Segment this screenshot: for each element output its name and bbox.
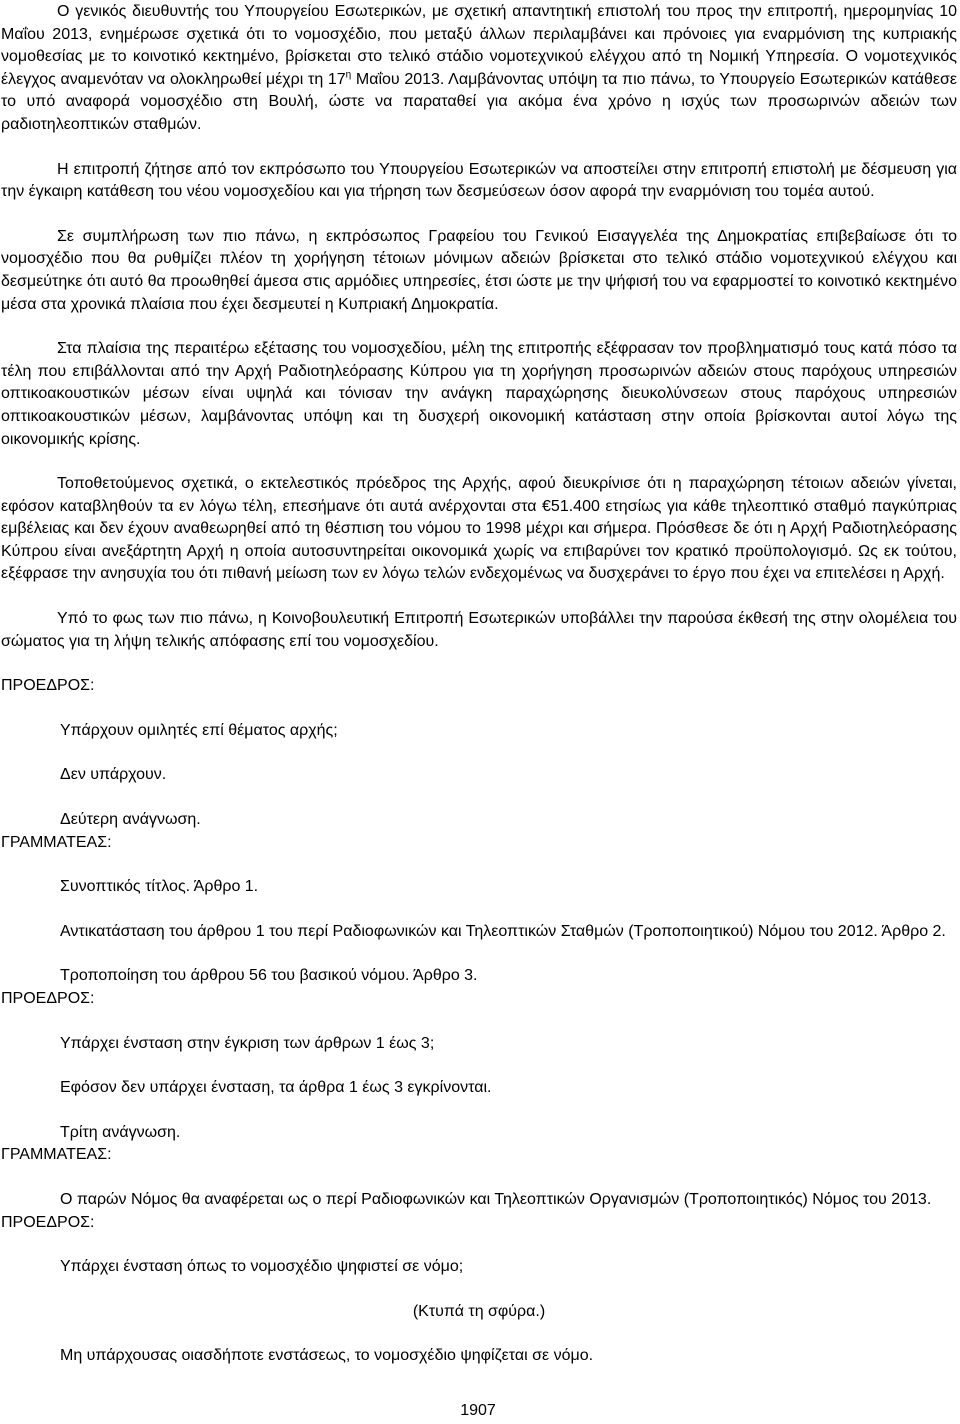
speaker-president: ΠΡΟΕΔΡΟΣ: [1, 677, 95, 695]
ordinal-superscript: η [345, 69, 352, 81]
paragraph-director-letter [1, 1, 957, 137]
speaker-president: ΠΡΟΕΔΡΟΣ: [1, 990, 95, 1007]
proceeding-line: Εφόσον δεν υπάρχει ένσταση, τα άρθρα 1 έως 3 εγκρίνονται. [60, 1079, 492, 1097]
proceeding-line: Υπάρχει ένσταση όπως το νομοσχέδιο ψηφιστεί σε νόμο; [60, 1258, 464, 1276]
paragraph-fees-concern: Στα πλαίσια της περαιτέρω εξέτασης του νομοσχεδίου, μέλη της επιτροπής εξέφρασαν τον προβληματισμό τους κατά πόσο τα τέλη που επιβάλλονται από την Αρχή Ραδιοτηλεόρασης Κύπρου για τη χορήγηση προσωρινών αδειών στους παρόχους υπηρεσιών οπτικοακουστικών μέσων είναι υψηλά και τόνισαν την ανάγκη παραχώρησης διευκολύνσεων στους παρόχους υπηρεσιών οπτικοακουστικών μέσων, λαμβάνοντας υπόψη και τη δυσχερή οικονομική κατάσταση στην οποία βρίσκονται αυτοί λόγω της οικονομικής κρίσης. [1, 340, 957, 448]
page-number: 1907 [460, 1402, 496, 1419]
proceeding-line: Μη υπάρχουσας οιασδήποτε ενστάσεως, το νομοσχέδιο ψηφίζεται σε νόμο. [60, 1347, 594, 1365]
proceeding-line: Δεν υπάρχουν. [60, 766, 167, 784]
proceeding-line: Συνοπτικός τίτλος. Άρθρο 1. [60, 878, 259, 896]
proceeding-line: Υπάρχει ένσταση στην έγκριση των άρθρων 1 έως 3; [60, 1034, 435, 1052]
speaker-secretary: ΓΡΑΜΜΑΤΕΑΣ: [1, 1146, 112, 1164]
proceeding-line: Υπάρχουν ομιλητές επί θέματος αρχής; [60, 721, 338, 739]
speaker-president: ΠΡΟΕΔΡΟΣ: [1, 1213, 95, 1231]
proceeding-line: Αντικατάσταση του άρθρου 1 του περί Ραδιοφωνικών και Τηλεοπτικών Σταθμών (Τροποποιητικού) Νόμου του 2012. Άρθρο 2. [60, 922, 946, 940]
proceeding-line: Τρίτη ανάγνωση. [60, 1123, 181, 1141]
paragraph-text: Μαΐου 2013. Λαμβάνοντας υπόψη τα πιο πάνω, το Υπουργείο Εσωτερικών κατάθεσε το υπό αναφορά νομοσχέδιο στη Βουλή, ώστε να παραταθεί για ακόμα ένα χρόνο η ισχύς των προσωρινών αδειών των ραδιοτηλεοπτικών σταθμών. [1, 70, 957, 133]
proceeding-line: Ο παρών Νόμος θα αναφέρεται ως ο περί Ραδιοφωνικών και Τηλεοπτικών Οργανισμών (Τροποποιητικός) Νόμος του 2013. [60, 1190, 932, 1208]
paragraph-committee-request: Η επιτροπή ζήτησε από τον εκπρόσωπο του Υπουργείου Εσωτερικών να αποστείλει στην επιτροπή επιστολή με δέσμευση για την έγκαιρη κατάθεση του νέου νομοσχεδίου και για τήρηση των δεσμεύσεων όσον αφορά την εναρμόνιση του τομέα αυτού. [1, 160, 957, 201]
paragraph-attorney-general: Σε συμπλήρωση των πιο πάνω, η εκπρόσωπος Γραφείου του Γενικού Εισαγγελέα της Δημοκρατίας επιβεβαίωσε ότι το νομοσχέδιο που θα ρυθμίζει πλέον τη χορήγηση τέτοιων μόνιμων αδειών βρίσκεται στο τελικό στάδιο νομοτεχνικού ελέγχου και δεσμεύτηκε ότι αυτό θα προωθηθεί άμεσα στις αρμόδιες υπηρεσίες, έτσι ώστε με την ψήφισή του να εφαρμοστεί το κοινοτικό κεκτημένο μέσα στα χρονικά πλαίσια που έχει δεσμευτεί η Κυπριακή Δημοκρατία. [1, 227, 957, 313]
document-page [1, 1, 957, 1368]
proceeding-line: Τροποποίηση του άρθρου 56 του βασικού νόμου. Άρθρο 3. [60, 967, 478, 985]
paragraph-committee-report: Υπό το φως των πιο πάνω, η Κοινοβουλευτική Επιτροπή Εσωτερικών υποβάλλει την παρούσα έκθεσή της στην ολομέλεια του σώματος για τη λήψη τελικής απόφασης επί του νομοσχεδίου. [1, 610, 957, 650]
stage-direction: (Κτυπά τη σφύρα.) [412, 1302, 546, 1320]
paragraph-text: Ο γενικός διευθυντής του Υπουργείου Εσωτερικών, με σχετική απαντητική επιστολή του προς την επιτροπή, ημερομηνίας 10 Μαΐου 2013, ενημέρωσε σχετικά ότι το νομοσχέδιο, που μεταξύ άλλων περιλαμβάνει και πρόνοιες για εναρμόνιση της κυπριακής νομοθεσίας με το κοινοτικό κεκτημένο, βρίσκεται στο τελικό στάδιο νομοτεχνικού ελέγχου από τη Νομική Υπηρεσία. Ο νομοτεχνικός έλεγχος αναμενόταν να ολοκληρωθεί μέχρι τη 17 [1, 3, 957, 88]
proceeding-line: Δεύτερη ανάγνωση. [60, 811, 201, 829]
paragraph-chairman-response: Τοποθετούμενος σχετικά, ο εκτελεστικός πρόεδρος της Αρχής, αφού διευκρίνισε ότι η παραχώρηση τέτοιων αδειών γίνεται, εφόσον καταβληθούν τα εν λόγω τέλη, επεσήμανε ότι αυτά ανέρχονται στα €51.400 ετησίως για κάθε τηλεοπτικό σταθμό παγκύπριας εμβέλειας και δεν έχουν αναθεωρηθεί από τη θέσπιση του νόμου το 1998 μέχρι και σήμερα. Πρόσθεσε δε ότι η Αρχή Ραδιοτηλεόρασης Κύπρου είναι ανεξάρτητη Αρχή η οποία αυτοσυντηρείται οικονομικά χωρίς να επιβαρύνει τον κρατικό προϋπολογισμό. Ως εκ τούτου, εξέφρασε την ανησυχία του ότι πιθανή μείωση των εν λόγω τελών ενδεχομένως να δυσχεράνει το έργο που έχει να επιτελέσει η Αρχή. [1, 475, 957, 583]
speaker-secretary: ΓΡΑΜΜΑΤΕΑΣ: [1, 833, 112, 851]
